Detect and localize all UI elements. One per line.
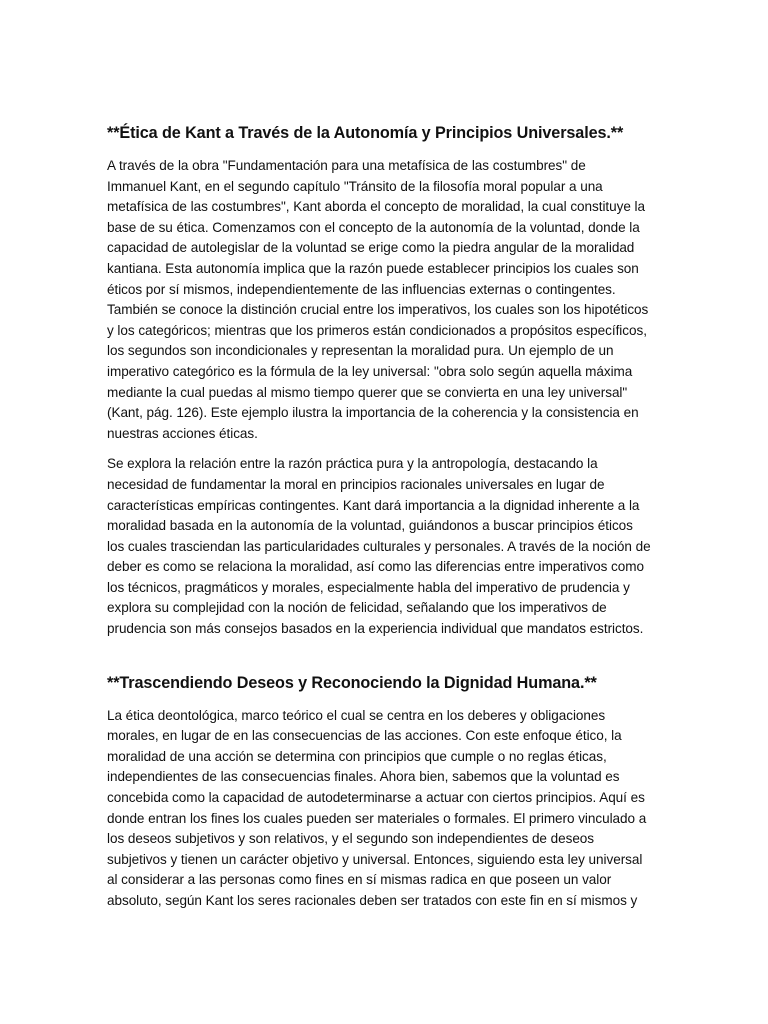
text-line: al considerar a las personas como fines en sí mismas radica en que poseen un valor: [107, 872, 612, 888]
paragraph: [107, 454, 663, 639]
text-line: moralidad de una acción se determina con principios que cumple o no reglas éticas,: [107, 748, 607, 764]
text-line: subjetivos y tienen un carácter objetivo y universal. Entonces, siguiendo esta ley universal: [107, 851, 643, 867]
text-line: morales, en lugar de en las consecuencias de las acciones. Con este enfoque ético, la: [107, 728, 622, 744]
text-line: (Kant, pág. 126). Este ejemplo ilustra la importancia de la coherencia y la consistencia en: [107, 405, 639, 421]
text-line: éticos por sí mismos, independientemente de las influencias externas o contingentes.: [107, 281, 616, 297]
paragraph: [107, 706, 663, 912]
text-line: Se explora la relación entre la razón práctica pura y la antropología, destacando la: [107, 456, 598, 472]
section-heading: **Ética de Kant a Través de la Autonomía y Principios Universales.**: [107, 124, 624, 142]
text-line: los técnicos, pragmáticos y morales, especialmente habla del imperativo de prudencia y: [107, 579, 630, 595]
text-line: características empíricas contingentes. Kant dará importancia a la dignidad inherente a la: [107, 497, 640, 513]
text-line: y los categóricos; mientras que los primeros están condicionados a propósitos específicos,: [107, 322, 647, 338]
text-line: mediante la cual puedas al mismo tiempo querer que se convierta en una ley universal": [107, 384, 628, 400]
text-line: deber es como se relaciona la moralidad, así como las diferencias entre imperativos como: [107, 559, 644, 575]
text-line: A través de la obra "Fundamentación para una metafísica de las costumbres" de: [107, 158, 586, 173]
text-line: imperativo categórico es la fórmula de la ley universal: "obra solo según aquella máxima: [107, 363, 633, 379]
text-line: También se conoce la distinción crucial entre los imperativos, los cuales son los hipotéticos: [107, 302, 649, 318]
section-kant-autonomy: [107, 122, 663, 640]
text-line: los deseos subjetivos y son relativos, y el segundo son independientes de deseos: [107, 831, 595, 847]
text-line: los segundos son incondicionales y representan la moralidad pura. Un ejemplo de un: [107, 343, 614, 359]
document-page: [107, 122, 663, 922]
text-line: absoluto, según Kant los seres racionales deben ser tratados con este fin en sí mismos y: [107, 893, 638, 908]
text-line: donde entran los fines los cuales pueden ser materiales o formales. El primero vinculado a: [107, 810, 647, 826]
text-line: Immanuel Kant, en el segundo capítulo "Tránsito de la filosofía moral popular a una: [107, 178, 603, 194]
text-line: base de su ética. Comenzamos con el concepto de la autonomía de la voluntad, donde la: [107, 219, 640, 235]
paragraph: [107, 156, 663, 444]
text-line: los cuales trasciendan las particularidades culturales y personales. A través de la noción de: [107, 538, 651, 554]
text-line: independientes de las consecuencias finales. Ahora bien, sabemos que la voluntad es: [107, 769, 620, 785]
text-line: metafísica de las costumbres", Kant aborda el concepto de moralidad, la cual constituye la: [107, 199, 645, 215]
text-line: prudencia son más consejos basados en la experiencia individual que mandatos estrictos.: [107, 621, 644, 637]
text-line: kantiana. Esta autonomía implica que la razón puede establecer principios los cuales son: [107, 260, 639, 276]
section-human-dignity: [107, 672, 663, 912]
text-line: capacidad de autolegislar de la voluntad se erige como la piedra angular de la moralidad: [107, 240, 635, 256]
text-line: moralidad basada en la autonomía de la voluntad, guiándonos a buscar principios éticos: [107, 518, 633, 534]
text-line: nuestras acciones éticas.: [107, 425, 258, 441]
text-line: explora su complejidad con la noción de felicidad, señalando que los imperativos de: [107, 600, 607, 616]
text-line: necesidad de fundamentar la moral en principios racionales universales en lugar de: [107, 476, 605, 492]
section-heading: **Trascendiendo Deseos y Reconociendo la Dignidad Humana.**: [107, 673, 597, 692]
text-line: La ética deontológica, marco teórico el cual se centra en los deberes y obligaciones: [107, 707, 606, 723]
text-line: concebida como la capacidad de autodeterminarse a actuar con ciertos principios. Aquí es: [107, 790, 645, 806]
